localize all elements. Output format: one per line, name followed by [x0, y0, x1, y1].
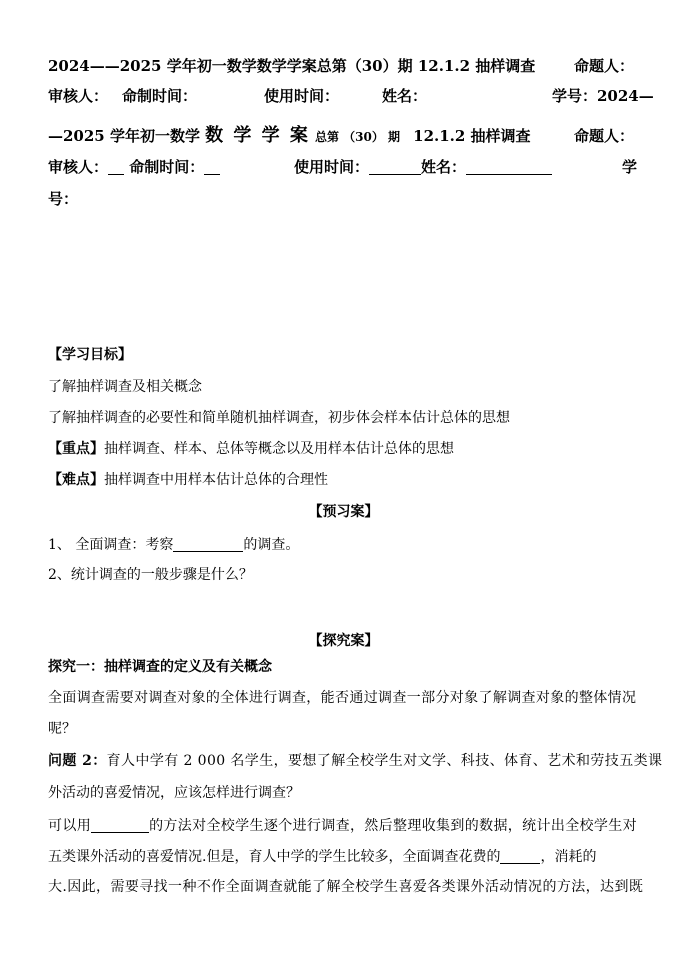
- explore-paragraph-2-line-3: 大.因此，需要寻找一种不作全面调查就能了解全校学生喜爱各类课外活动情况的方法，达到既: [48, 879, 644, 895]
- header-line-4: [48, 160, 220, 175]
- question-2-label: 问题 2：: [48, 753, 107, 769]
- goal-item-2: 了解抽样调查的必要性和简单随机抽样调查，初步体会样本估计总体的思想: [48, 410, 510, 426]
- header-title: 2024——2025 学年初一数学数学学案总第（30）期 12.1.2 抽样调查: [48, 57, 536, 75]
- header-use-time-label: 使用时间：: [264, 87, 340, 105]
- explore-paragraph-2-line-1: [48, 818, 637, 833]
- reviewer-blank[interactable]: [108, 160, 124, 175]
- header-made-time-label: 命制时间：: [122, 87, 198, 105]
- preview-q1-start: 1、 全面调查：考察: [48, 537, 174, 553]
- preview-heading: 【预习案】: [308, 504, 379, 520]
- header-year-text: —2025 学年初一数学: [48, 127, 200, 145]
- p2-rest: 的方法对全校学生逐个进行调查，然后整理收集到的数据，统计出全校学生对: [149, 818, 637, 834]
- reviewer-label: 审核人：: [48, 158, 109, 176]
- difficult-point: [48, 473, 328, 487]
- preview-question-2: 2、统计调查的一般步骤是什么？: [48, 567, 253, 583]
- header-issue-text: 总第 （30） 期: [314, 130, 401, 144]
- p2-start: 可以用: [48, 818, 92, 834]
- header-line-1: [48, 55, 634, 76]
- explore-paragraph-2-line-2: [48, 849, 596, 864]
- question-2-text: 育人中学有 2 000 名学生，要想了解全校学生对文学、科技、体育、艺术和劳技五类课: [106, 753, 663, 769]
- goal-item-1: 了解抽样调查及相关概念: [48, 379, 202, 395]
- difficult-label: 【难点】: [48, 472, 104, 488]
- made-time-blank[interactable]: [204, 160, 220, 175]
- preview-question-1: [48, 537, 299, 552]
- key-text: 抽样调查、样本、总体等概念以及用样本估计总体的思想: [104, 441, 454, 457]
- header-author-label-2: 命题人：: [573, 127, 634, 145]
- question-2-line-2: 外活动的喜爱情况，应该怎样进行调查？: [48, 785, 300, 801]
- header-line-4-right: [294, 160, 552, 175]
- explore-heading: 【探究案】: [308, 633, 379, 649]
- header-author-label: 命题人：: [573, 57, 634, 75]
- name-label: 姓名：: [421, 158, 467, 176]
- use-time-blank[interactable]: [369, 160, 421, 175]
- number-label: 学: [622, 158, 638, 176]
- header-name-label: 姓名：: [382, 87, 428, 105]
- made-time-label: 命制时间：: [129, 158, 205, 176]
- explore-paragraph-1-line-1: 全面调查需要对调查对象的全体进行调查，能否通过调查一部分对象了解调查对象的整体情况: [48, 690, 637, 706]
- name-blank[interactable]: [466, 160, 552, 175]
- header-line-3: [48, 121, 634, 147]
- question-2-line-1: [48, 754, 662, 768]
- preview-q1-end: 的调查。: [243, 537, 300, 553]
- p2-line2-start: 五类课外活动的喜爱情况.但是，育人中学的学生比较多，全面调查花费的: [48, 849, 501, 865]
- header-section-text: 12.1.2 抽样调查: [413, 127, 531, 145]
- number-label-cont: 号：: [48, 190, 79, 208]
- p2-cost-blank[interactable]: [500, 849, 540, 864]
- p2-method-blank[interactable]: [91, 818, 149, 833]
- explore-subheading-1: 探究一：抽样调查的定义及有关概念: [48, 659, 272, 675]
- use-time-label: 使用时间：: [294, 158, 370, 176]
- key-label: 【重点】: [48, 441, 104, 457]
- key-point: [48, 442, 454, 456]
- p2-line2-end: ，消耗的: [540, 849, 597, 865]
- header-number-label: 学号：2024—: [552, 87, 654, 105]
- explore-paragraph-1-line-2: 呢？: [48, 721, 76, 737]
- header-reviewer-label: 审核人：: [48, 87, 109, 105]
- preview-q1-blank[interactable]: [173, 537, 243, 552]
- difficult-text: 抽样调查中用样本估计总体的合理性: [104, 472, 328, 488]
- goals-heading: 【学习目标】: [48, 347, 132, 363]
- header-big-title: 数 学 学 案: [205, 125, 310, 146]
